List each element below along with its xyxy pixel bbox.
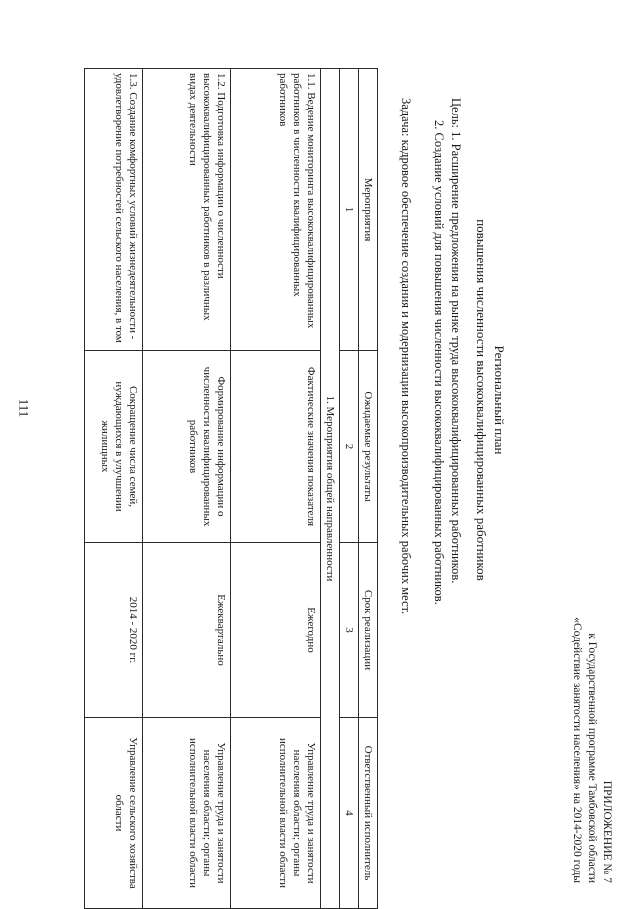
goals <box>430 98 464 605</box>
goal-line-1: Цель: 1. Расширение предложения на рынке труда высококвалифицированных работников. <box>449 98 463 584</box>
page-number: 111 <box>16 398 32 418</box>
cell-term: Ежегодно <box>231 543 321 718</box>
table-row <box>85 69 143 909</box>
cell-term: 2014 - 2020 гг. <box>85 543 143 718</box>
cell-result: Сокращение числа семей, нуждающихся в улучшении жилищных <box>85 351 143 543</box>
table-header-row <box>359 69 378 909</box>
col-number: 2 <box>340 351 359 543</box>
col-header-measures: Мероприятия <box>359 69 378 351</box>
cell-result: Формирование информации о численности квалифицированных работников <box>143 351 231 543</box>
col-header-results: Ожидаемые результаты <box>359 351 378 543</box>
title-line-1: Региональный план <box>492 345 507 455</box>
appendix-line-2: к Государственной программе Тамбовской области <box>586 633 598 883</box>
document-title <box>472 150 508 650</box>
plan-table <box>84 68 378 909</box>
appendix-header <box>569 423 614 883</box>
col-number: 1 <box>340 69 359 351</box>
appendix-line-1: ПРИЛОЖЕНИЕ № 7 <box>601 780 613 883</box>
section-row <box>321 69 340 909</box>
col-header-term: Срок реализации <box>359 543 378 718</box>
cell-term: Ежеквартально <box>143 543 231 718</box>
col-number: 3 <box>340 543 359 718</box>
col-header-executor: Ответственный исполнитель <box>359 718 378 909</box>
cell-executor: Управление труда и занятости населения области; органы исполнительной власти области <box>143 718 231 909</box>
title-line-2: повышения численности высококвалифицированных работников <box>474 219 489 581</box>
table-row <box>143 69 231 909</box>
cell-measure: 1.1. Ведение мониторинга высококвалифицированных работников в численности квалифицированных работников <box>231 69 321 351</box>
column-number-row <box>340 69 359 909</box>
col-number: 4 <box>340 718 359 909</box>
cell-executor: Управление сельского хозяйства области <box>85 718 143 909</box>
appendix-line-3: «Содействие занятости населения» на 2014-2020 годы <box>571 617 583 883</box>
cell-executor: Управление труда и занятости населения области; органы исполнительной власти области <box>231 718 321 909</box>
table-row <box>231 69 321 909</box>
section-title: 1. Мероприятия общей направленности <box>321 69 340 909</box>
cell-measure: 1.3. Создание комфортных условий жизнедеятельности - удовлетворение потребностей сельского населения, в том <box>85 69 143 351</box>
cell-measure: 1.2. Подготовка информации о численности высококвалифицированных работников в различных видах деятельности <box>143 69 231 351</box>
cell-result: Фактические значения показателя <box>231 351 321 543</box>
task: Задача: кадровое обеспечение создания и модернизации высокопроизводительных рабочих мест. <box>399 98 413 615</box>
goal-line-2: 2. Создание условий для повышения численности высококвалифицированных работников. <box>432 120 446 605</box>
